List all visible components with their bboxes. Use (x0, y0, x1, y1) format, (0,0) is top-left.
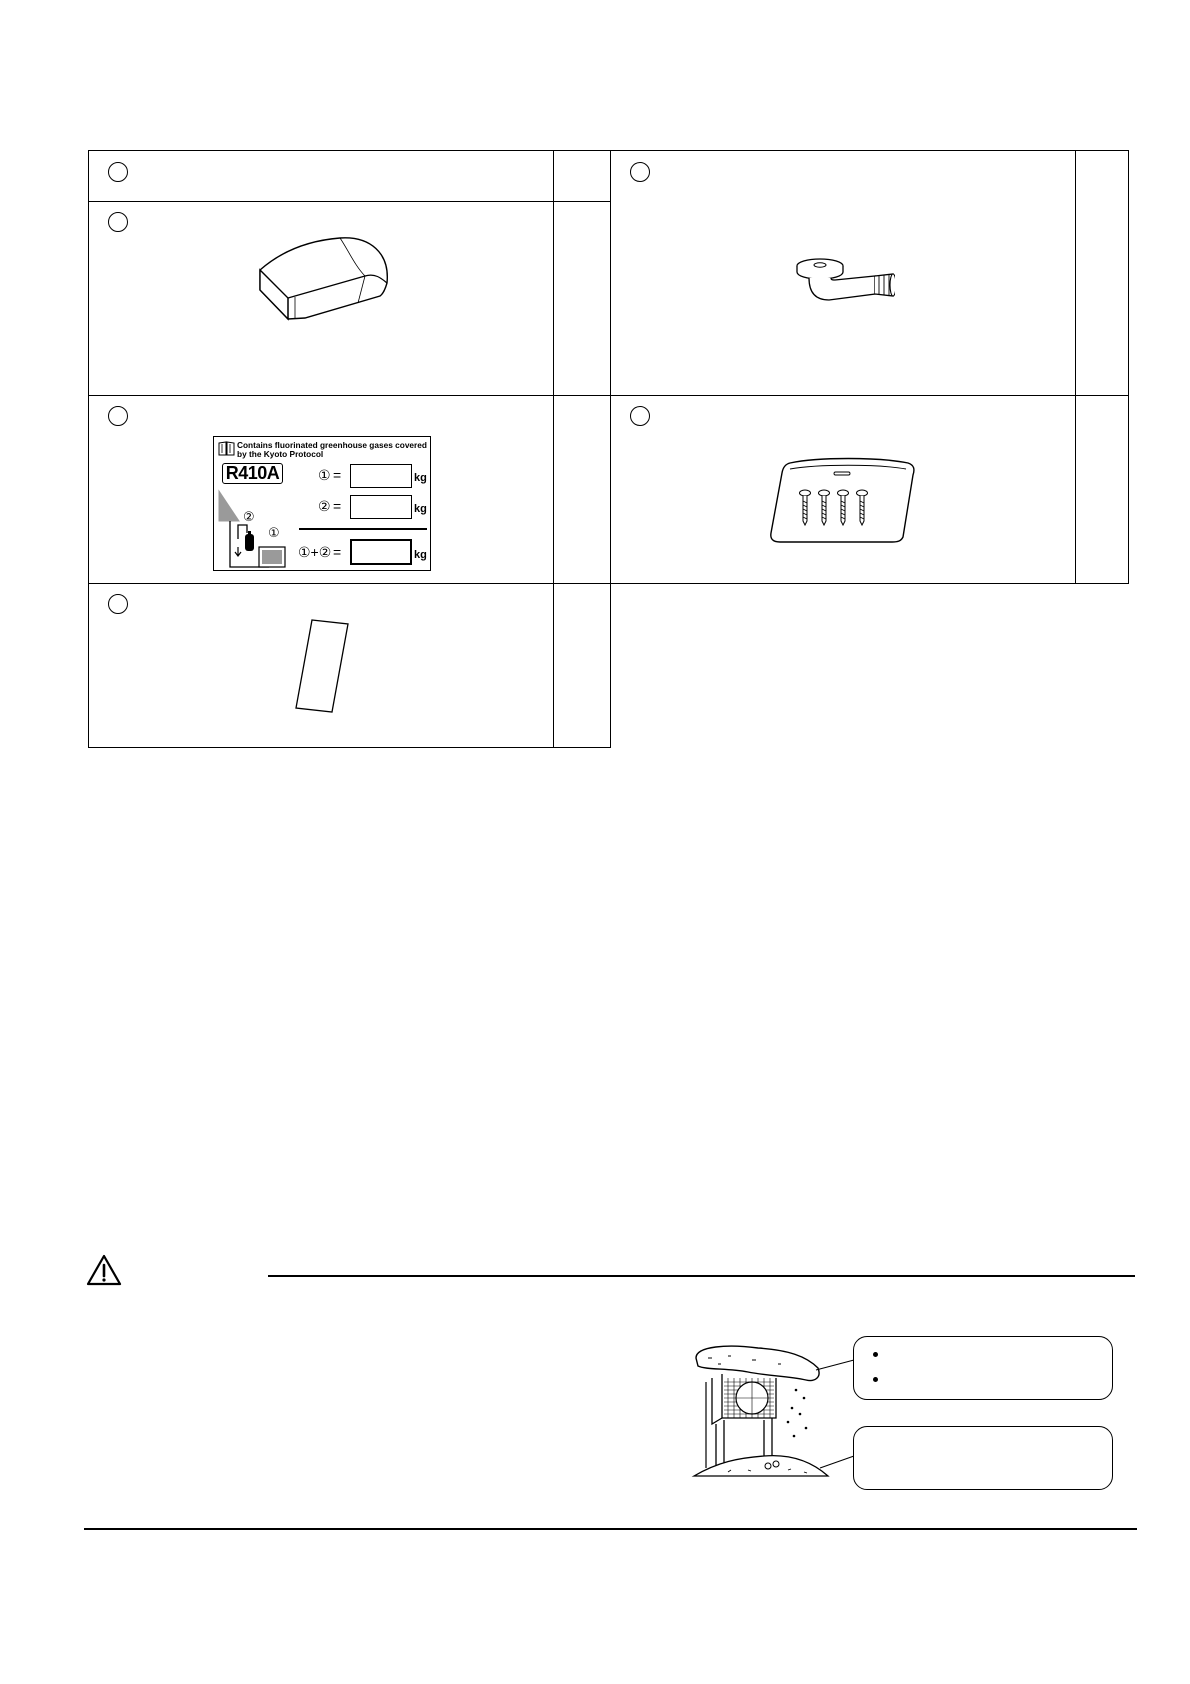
item-2-qty-cell (553, 201, 611, 396)
foam-insulation-block-icon (255, 228, 395, 348)
snow-callout-bottom (853, 1426, 1113, 1490)
row3-marker: ①+② (298, 544, 332, 560)
paper-strip-icon (292, 616, 352, 716)
row3-box (350, 539, 412, 565)
drain-elbow-icon (795, 252, 895, 307)
row2-box (350, 495, 412, 519)
caution-rule (268, 1275, 1135, 1277)
item-1-marker (108, 162, 128, 182)
item-6-marker (108, 594, 128, 614)
item-5-qty-cell (1075, 395, 1129, 584)
label-divider (299, 528, 427, 530)
charge-schematic-icon (217, 489, 297, 571)
row3-unit: kg (414, 549, 427, 561)
warning-triangle-icon (86, 1254, 122, 1286)
label-text-line1: Contains fluorinated greenhouse gases covered (237, 440, 427, 450)
row1-unit: kg (414, 472, 427, 484)
row3-equals: = (333, 544, 342, 560)
item-6-qty-cell (553, 583, 611, 748)
row1-equals: = (333, 467, 342, 483)
item-2-marker (108, 212, 128, 232)
diagram-marker-1: ① (268, 525, 280, 540)
callout-bullet-1 (873, 1352, 878, 1357)
row2-marker: ② (318, 498, 331, 514)
row2-equals: = (333, 498, 342, 514)
snow-callout-top (853, 1336, 1113, 1400)
item-4-qty-cell (553, 395, 611, 584)
item-5-marker (630, 406, 650, 426)
label-book-icon (218, 441, 235, 456)
item-3-qty-cell (1075, 150, 1129, 396)
screw-bag-icon (768, 455, 918, 545)
refrigerant-badge: R410A (222, 463, 283, 484)
item-4-marker (108, 406, 128, 426)
outdoor-unit-snow-illustration (688, 1338, 858, 1488)
diagram-marker-2: ② (243, 509, 255, 524)
item-1-qty-cell (553, 150, 611, 202)
footer-rule (84, 1528, 1137, 1530)
row1-marker: ① (318, 467, 331, 483)
fluorinated-gas-label (213, 436, 431, 571)
label-text-line2: by the Kyoto Protocol (237, 449, 324, 459)
callout-bullet-2 (873, 1377, 878, 1382)
item-1-cell (88, 150, 554, 202)
row1-box (350, 464, 412, 488)
row2-unit: kg (414, 503, 427, 515)
item-3-marker (630, 162, 650, 182)
